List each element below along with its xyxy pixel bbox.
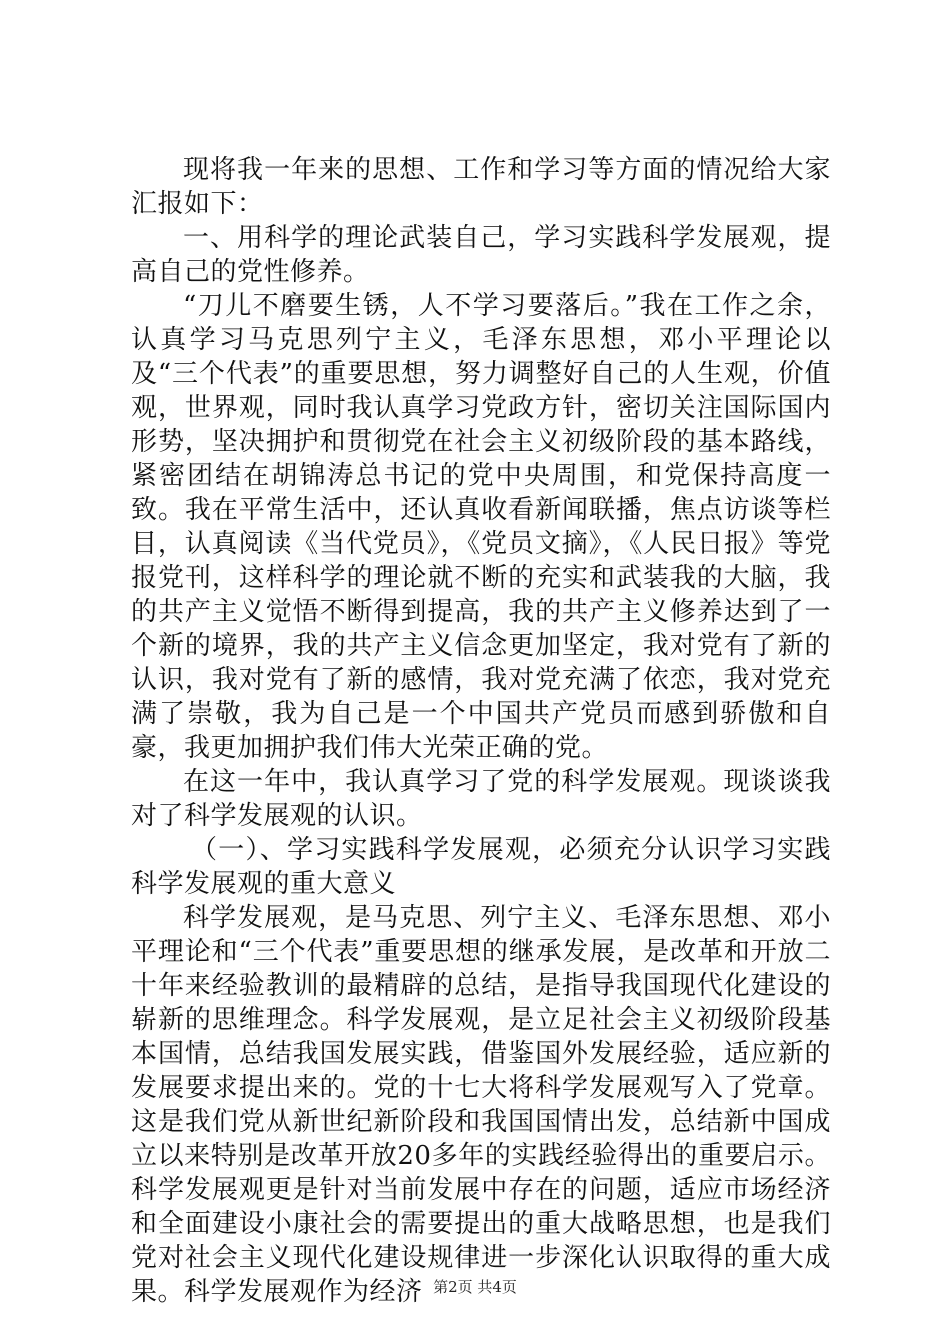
subsection-heading-1: （一）、学习实践科学发展观，必须充分认识学习实践科学发展观的重大意义 [131, 835, 831, 899]
document-body [131, 153, 831, 1309]
section-heading-1: 一、用科学的理论武装自己，学习实践科学发展观，提高自己的党性修养。 [131, 223, 831, 287]
intro-paragraph: 现将我一年来的思想、工作和学习等方面的情况给大家汇报如下： [131, 155, 831, 219]
page-number-footer: 第2页 共4页 [433, 1278, 517, 1296]
body-paragraph: 科学发展观，是马克思、列宁主义、毛泽东思想、邓小平理论和“三个代表”重要思想的继承发展，是改革和开放二十年来经验教训的最精辟的总结，是指导我国现代化建设的崭新的思维理念。科学发展观，是立足社会主义初级阶段基本国情，总结我国发展实践，借鉴国外发展经验，适应新的发展要求提出来的。党的十七大将科学发展观写入了党章。这是我们党从新世纪新阶段和我国国情出发，总结新中国成立以来特别是改革开放20多年的实践经验得出的重要启示。科学发展观更是针对当前发展中存在的问题，适应市场经济和全面建设小康社会的需要提出的重大战略思想，也是我们党对社会主义现代化建设规律进一步深化认识取得的重大成果。科学发展观作为经济 [131, 903, 831, 1307]
body-paragraph: “刀儿不磨要生锈，人不学习要落后。”我在工作之余，认真学习马克思列宁主义，毛泽东思想，邓小平理论以及“三个代表”的重要思想，努力调整好自己的人生观，价值观，世界观，同时我认真学习党政方针，密切关注国际国内形势，坚决拥护和贯彻党在社会主义初级阶段的基本路线，紧密团结在胡锦涛总书记的党中央周围，和党保持高度一致。我在平常生活中，还认真收看新闻联播，焦点访谈等栏目，认真阅读《当代党员》，《党员文摘》，《人民日报》等党报党刊，这样科学的理论就不断的充实和武装我的大脑，我的共产主义觉悟不断得到提高，我的共产主义修养达到了一个新的境界，我的共产主义信念更加坚定，我对党有了新的认识，我对党有了新的感情，我对党充满了依恋，我对党充满了崇敬，我为自己是一个中国共产党员而感到骄傲和自豪，我更加拥护我们伟大光荣正确的党。 [131, 291, 831, 763]
body-paragraph: 在这一年中，我认真学习了党的科学发展观。现谈谈我对了科学发展观的认识。 [131, 767, 831, 831]
